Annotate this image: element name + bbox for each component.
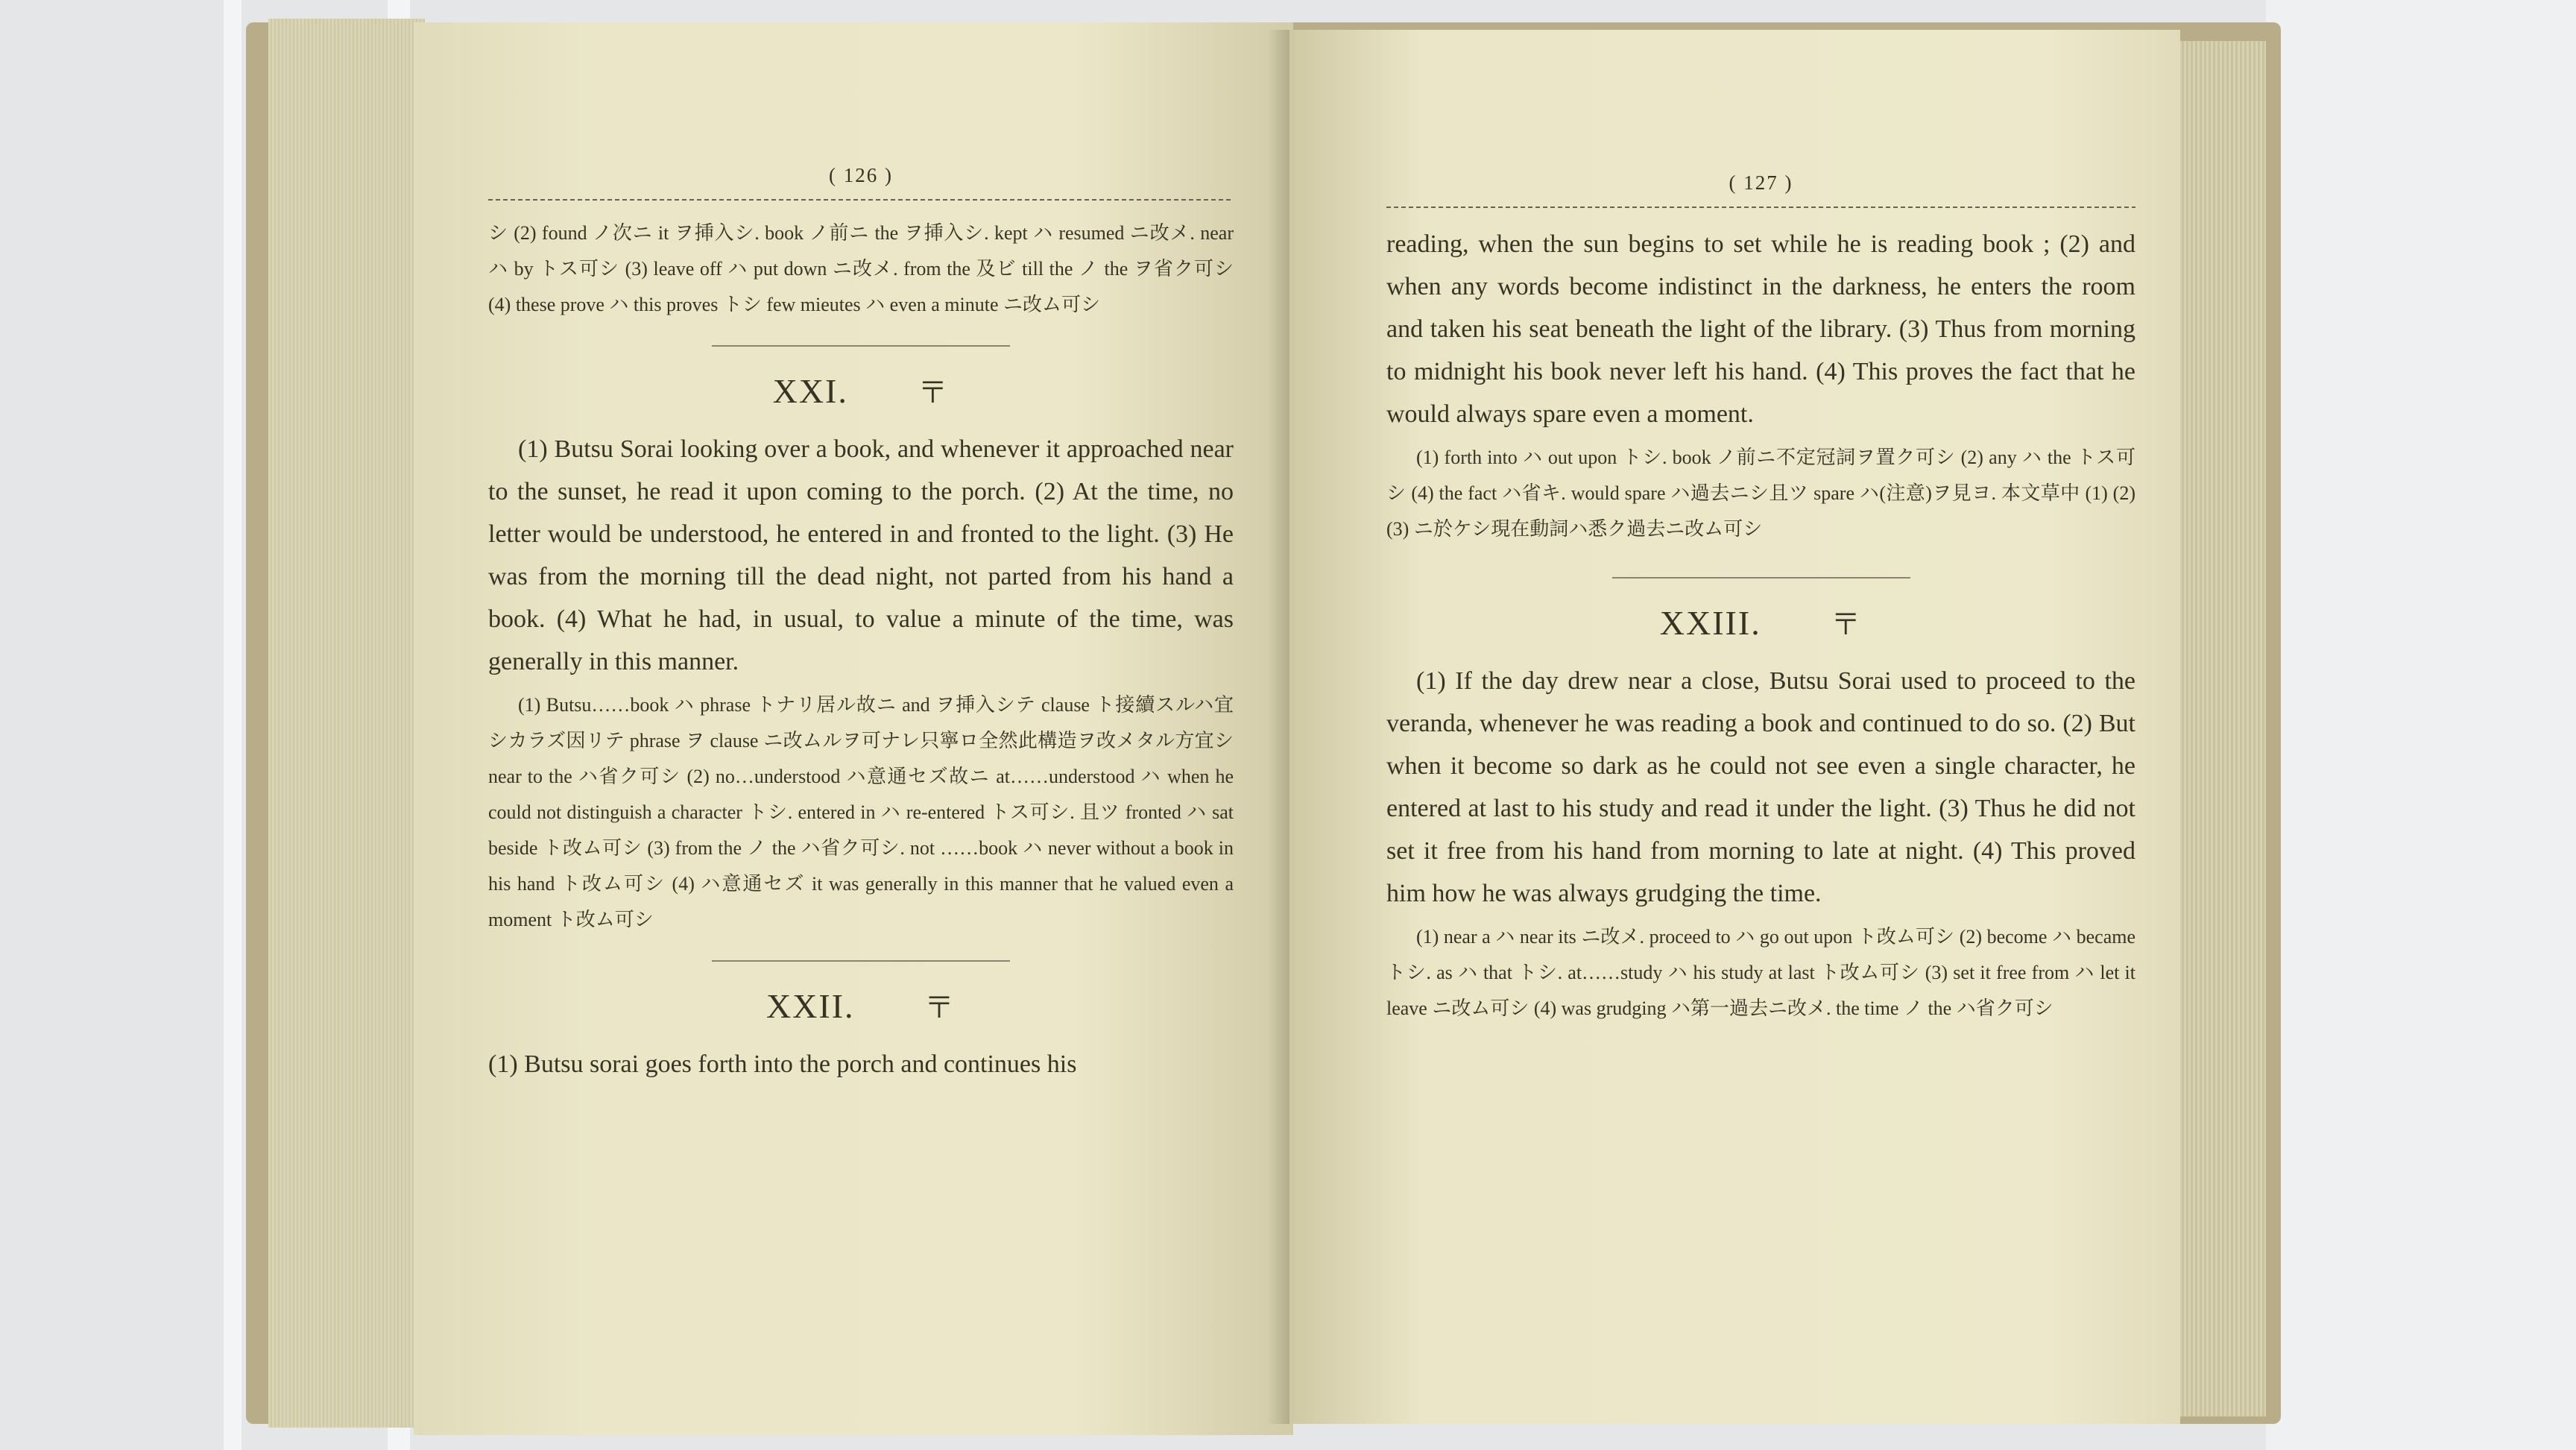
left-page xyxy=(414,22,1293,1435)
section-divider xyxy=(712,960,1010,962)
section-mark: 〒 xyxy=(918,376,950,409)
correction-notes: (1) near a ハ near its ニ改メ. proceed to ハ go out upon ト改ム可シ (2) become ハ became トシ. as ハ that トシ. at……study ハ his study at last ト改ム可シ (3) set it free from ハ let it leave ニ改ム可シ (4) was grudging ハ第一過去ニ改メ. the time ノ the ハ省ク可シ xyxy=(1386,926,2135,1019)
exercise-text: (1) Butsu Sorai looking over a book, and whenever it approached near to the sunset, he read it upon coming to the porch. (2) At the time, no letter would be understood, he entered in and fronted to the light. (3) He was from the morning till the dead night, not parted from his hand a book. (4) What he had, in usual, to value a minute of the time, was generally in this manner. xyxy=(488,435,1234,675)
header-wavy-rule xyxy=(1386,202,2135,212)
section-heading xyxy=(488,369,1234,412)
exercise-text: (1) If the day drew near a close, Butsu Sorai used to proceed to the veranda, whenever he was reading a book and continued to do so. (2) But when it become so dark as he could not see even a single character, he entered at last to his study and read it under the light. (3) Thus he did not set it free from his hand from morning to late at night. (4) This proved him how he was always grudging the time. xyxy=(1386,667,2135,907)
section-heading xyxy=(1386,601,2135,643)
header-wavy-rule xyxy=(488,195,1234,205)
right-page xyxy=(1289,30,2180,1424)
section-number: XXI. xyxy=(772,372,848,410)
section-divider xyxy=(712,345,1010,347)
section-mark: 〒 xyxy=(1831,608,1863,641)
book-page-edges-left xyxy=(268,19,425,1428)
section-number: XXIII. xyxy=(1659,604,1761,642)
correction-notes: シ (2) found ノ次ニ it ヲ挿入シ. book ノ前ニ the ヲ挿入シ. kept ハ resumed ニ改メ. near ハ by トス可シ (3) leave off ハ put down ニ改メ. from the 及ビ till the ノ the ヲ省ク可シ (4) these prove ハ this proves トシ few mieutes ハ even a minute ニ改ム可シ xyxy=(488,222,1234,315)
exercise-text: reading, when the sun begins to set while he is reading book ; (2) and when any words become indistinct in the darkness, he enters the room and taken his seat beneath the light of the library. (3) Thus from morning to midnight his book never left his hand. (4) This proves the fact that he would always spare even a moment. xyxy=(1386,230,2135,428)
section-heading xyxy=(488,984,1234,1027)
section-number: XXII. xyxy=(765,987,855,1025)
section-mark: 〒 xyxy=(924,991,956,1024)
glass-edge xyxy=(224,0,242,1450)
background-right xyxy=(2266,0,2576,1450)
exercise-text: (1) Butsu sorai goes forth into the porch and continues his xyxy=(488,1050,1077,1078)
page-number: ( 126 ) xyxy=(829,164,893,186)
correction-notes: (1) Butsu……book ハ phrase トナリ居ル故ニ and ヲ挿入シテ clause ト接續スルハ宜シカラズ因リテ phrase ヲ clause ニ改ムルヲ可ナレ只寧ロ全然此構造ヲ改メタル方宜シ near to the ハ省ク可シ (2) no…understood ハ意通セズ故ニ at……understood ハ when he could not distinguish a character トシ. entered in ハ re-entered トス可シ. 且ツ fronted ハ sat beside ト改ム可シ (3) from the ノ the ハ省ク可シ. not ……book ハ never without a book in his hand ト改ム可シ (4) ハ意通セズ it was generally in this manner that he valued even a moment ト改ム可シ xyxy=(488,694,1234,930)
correction-notes: (1) forth into ハ out upon トシ. book ノ前ニ不定冠詞ヲ置ク可シ (2) any ハ the トス可シ (4) the fact ハ省キ. would spare ハ過去ニシ且ツ spare ハ(注意)ヲ見ヨ. 本文草中 (1) (2) (3) ニ於ケシ現在動詞ハ悉ク過去ニ改ム可シ xyxy=(1386,447,2135,540)
page-number: ( 127 ) xyxy=(1729,171,1793,194)
section-divider xyxy=(1612,577,1910,579)
